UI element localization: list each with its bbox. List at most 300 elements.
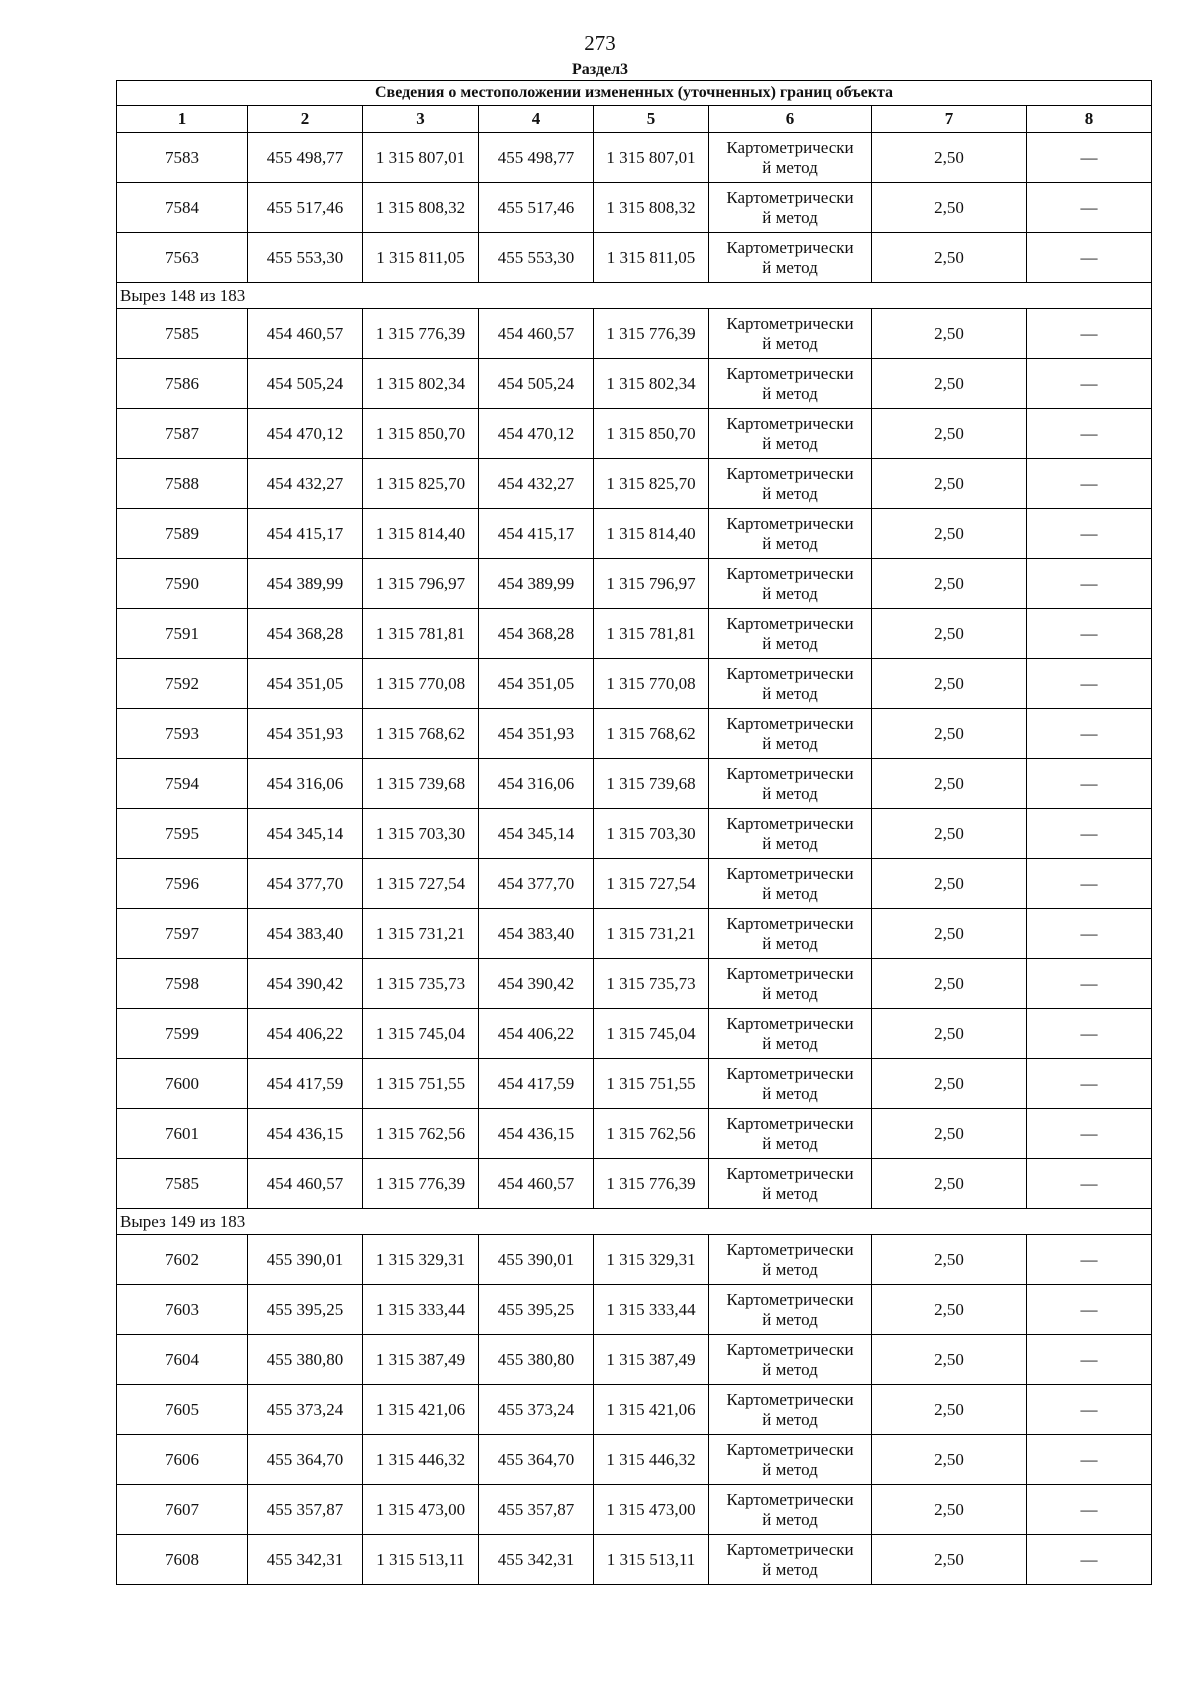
method-line-2: й метод bbox=[762, 783, 818, 803]
method-line-1: Картометрически bbox=[726, 313, 854, 333]
method-line-2: й метод bbox=[762, 1509, 818, 1529]
old-y-cell: 1 315 387,49 bbox=[363, 1335, 479, 1385]
method-line-1: Картометрически bbox=[726, 237, 854, 257]
method-cell bbox=[709, 1235, 872, 1285]
new-x-cell: 454 406,22 bbox=[479, 1009, 594, 1059]
old-y-cell: 1 315 796,97 bbox=[363, 559, 479, 609]
old-x-cell: 455 395,25 bbox=[248, 1285, 363, 1335]
new-x-cell: 454 417,59 bbox=[479, 1059, 594, 1109]
old-x-cell: 454 345,14 bbox=[248, 809, 363, 859]
method-line-1: Картометрически bbox=[726, 1539, 854, 1559]
method-cell bbox=[709, 859, 872, 909]
point-number-cell: 7585 bbox=[117, 309, 248, 359]
new-x-cell: 454 432,27 bbox=[479, 459, 594, 509]
description-cell: — bbox=[1027, 709, 1152, 759]
table-body bbox=[117, 133, 1152, 1585]
description-cell: — bbox=[1027, 509, 1152, 559]
accuracy-cell: 2,50 bbox=[872, 183, 1027, 233]
description-cell: — bbox=[1027, 1009, 1152, 1059]
description-cell: — bbox=[1027, 959, 1152, 1009]
point-number-cell: 7608 bbox=[117, 1535, 248, 1585]
accuracy-cell: 2,50 bbox=[872, 133, 1027, 183]
old-y-cell: 1 315 768,62 bbox=[363, 709, 479, 759]
accuracy-cell: 2,50 bbox=[872, 359, 1027, 409]
column-header: 4 bbox=[479, 106, 594, 133]
accuracy-cell: 2,50 bbox=[872, 759, 1027, 809]
method-line-2: й метод bbox=[762, 633, 818, 653]
old-y-cell: 1 315 751,55 bbox=[363, 1059, 479, 1109]
method-cell bbox=[709, 309, 872, 359]
method-line-2: й метод bbox=[762, 833, 818, 853]
description-cell: — bbox=[1027, 1485, 1152, 1535]
point-number-cell: 7594 bbox=[117, 759, 248, 809]
column-header: 2 bbox=[248, 106, 363, 133]
method-line-2: й метод bbox=[762, 383, 818, 403]
table-row bbox=[117, 1059, 1152, 1109]
new-y-cell: 1 315 751,55 bbox=[594, 1059, 709, 1109]
method-cell bbox=[709, 1335, 872, 1385]
method-line-1: Картометрически bbox=[726, 1063, 854, 1083]
new-x-cell: 455 498,77 bbox=[479, 133, 594, 183]
table-row bbox=[117, 1109, 1152, 1159]
point-number-cell: 7604 bbox=[117, 1335, 248, 1385]
new-x-cell: 455 517,46 bbox=[479, 183, 594, 233]
new-y-cell: 1 315 762,56 bbox=[594, 1109, 709, 1159]
method-cell bbox=[709, 1285, 872, 1335]
old-x-cell: 454 432,27 bbox=[248, 459, 363, 509]
method-cell bbox=[709, 809, 872, 859]
new-x-cell: 454 383,40 bbox=[479, 909, 594, 959]
point-number-cell: 7605 bbox=[117, 1385, 248, 1435]
new-y-cell: 1 315 421,06 bbox=[594, 1385, 709, 1435]
new-x-cell: 454 460,57 bbox=[479, 309, 594, 359]
method-cell bbox=[709, 1535, 872, 1585]
method-line-1: Картометрически bbox=[726, 1013, 854, 1033]
table-row bbox=[117, 359, 1152, 409]
new-y-cell: 1 315 333,44 bbox=[594, 1285, 709, 1335]
old-y-cell: 1 315 807,01 bbox=[363, 133, 479, 183]
new-y-cell: 1 315 513,11 bbox=[594, 1535, 709, 1585]
method-line-2: й метод bbox=[762, 1133, 818, 1153]
description-cell: — bbox=[1027, 1335, 1152, 1385]
description-cell: — bbox=[1027, 1435, 1152, 1485]
method-cell bbox=[709, 183, 872, 233]
table-row bbox=[117, 509, 1152, 559]
method-line-1: Картометрически bbox=[726, 1489, 854, 1509]
table-row bbox=[117, 459, 1152, 509]
accuracy-cell: 2,50 bbox=[872, 1009, 1027, 1059]
method-line-1: Картометрически bbox=[726, 1289, 854, 1309]
accuracy-cell: 2,50 bbox=[872, 1159, 1027, 1209]
table-row bbox=[117, 759, 1152, 809]
new-y-cell: 1 315 808,32 bbox=[594, 183, 709, 233]
point-number-cell: 7563 bbox=[117, 233, 248, 283]
method-line-1: Картометрически bbox=[726, 187, 854, 207]
old-y-cell: 1 315 333,44 bbox=[363, 1285, 479, 1335]
accuracy-cell: 2,50 bbox=[872, 1059, 1027, 1109]
point-number-cell: 7599 bbox=[117, 1009, 248, 1059]
method-line-2: й метод bbox=[762, 1259, 818, 1279]
point-number-cell: 7585 bbox=[117, 1159, 248, 1209]
old-y-cell: 1 315 776,39 bbox=[363, 1159, 479, 1209]
description-cell: — bbox=[1027, 1235, 1152, 1285]
new-x-cell: 454 390,42 bbox=[479, 959, 594, 1009]
old-y-cell: 1 315 770,08 bbox=[363, 659, 479, 709]
method-cell bbox=[709, 233, 872, 283]
point-number-cell: 7583 bbox=[117, 133, 248, 183]
method-cell bbox=[709, 609, 872, 659]
old-y-cell: 1 315 762,56 bbox=[363, 1109, 479, 1159]
table-row bbox=[117, 1485, 1152, 1535]
new-y-cell: 1 315 802,34 bbox=[594, 359, 709, 409]
old-y-cell: 1 315 731,21 bbox=[363, 909, 479, 959]
accuracy-cell: 2,50 bbox=[872, 1485, 1027, 1535]
new-y-cell: 1 315 473,00 bbox=[594, 1485, 709, 1535]
column-header: 6 bbox=[709, 106, 872, 133]
old-y-cell: 1 315 850,70 bbox=[363, 409, 479, 459]
point-number-cell: 7597 bbox=[117, 909, 248, 959]
old-x-cell: 454 470,12 bbox=[248, 409, 363, 459]
new-x-cell: 455 395,25 bbox=[479, 1285, 594, 1335]
method-cell bbox=[709, 709, 872, 759]
method-cell bbox=[709, 659, 872, 709]
new-x-cell: 454 415,17 bbox=[479, 509, 594, 559]
accuracy-cell: 2,50 bbox=[872, 1535, 1027, 1585]
table-row bbox=[117, 183, 1152, 233]
accuracy-cell: 2,50 bbox=[872, 609, 1027, 659]
point-number-cell: 7592 bbox=[117, 659, 248, 709]
new-y-cell: 1 315 807,01 bbox=[594, 133, 709, 183]
description-cell: — bbox=[1027, 1385, 1152, 1435]
old-y-cell: 1 315 513,11 bbox=[363, 1535, 479, 1585]
coordinates-table bbox=[116, 80, 1152, 1585]
method-line-1: Картометрически bbox=[726, 1163, 854, 1183]
table-row bbox=[117, 1285, 1152, 1335]
old-y-cell: 1 315 802,34 bbox=[363, 359, 479, 409]
point-number-cell: 7598 bbox=[117, 959, 248, 1009]
accuracy-cell: 2,50 bbox=[872, 1335, 1027, 1385]
column-header: 3 bbox=[363, 106, 479, 133]
group-header-row bbox=[117, 283, 1152, 309]
new-y-cell: 1 315 446,32 bbox=[594, 1435, 709, 1485]
new-y-cell: 1 315 768,62 bbox=[594, 709, 709, 759]
accuracy-cell: 2,50 bbox=[872, 1435, 1027, 1485]
point-number-cell: 7600 bbox=[117, 1059, 248, 1109]
table-row bbox=[117, 659, 1152, 709]
method-line-1: Картометрически bbox=[726, 1439, 854, 1459]
old-x-cell: 454 368,28 bbox=[248, 609, 363, 659]
method-line-2: й метод bbox=[762, 1183, 818, 1203]
description-cell: — bbox=[1027, 183, 1152, 233]
point-number-cell: 7601 bbox=[117, 1109, 248, 1159]
new-x-cell: 455 357,87 bbox=[479, 1485, 594, 1535]
accuracy-cell: 2,50 bbox=[872, 859, 1027, 909]
description-cell: — bbox=[1027, 359, 1152, 409]
table-row bbox=[117, 709, 1152, 759]
old-y-cell: 1 315 811,05 bbox=[363, 233, 479, 283]
table-row bbox=[117, 1535, 1152, 1585]
description-cell: — bbox=[1027, 309, 1152, 359]
accuracy-cell: 2,50 bbox=[872, 559, 1027, 609]
method-line-2: й метод bbox=[762, 583, 818, 603]
new-x-cell: 454 470,12 bbox=[479, 409, 594, 459]
method-cell bbox=[709, 409, 872, 459]
old-x-cell: 455 373,24 bbox=[248, 1385, 363, 1435]
old-y-cell: 1 315 808,32 bbox=[363, 183, 479, 233]
method-line-2: й метод bbox=[762, 207, 818, 227]
new-x-cell: 454 505,24 bbox=[479, 359, 594, 409]
new-y-cell: 1 315 735,73 bbox=[594, 959, 709, 1009]
description-cell: — bbox=[1027, 1159, 1152, 1209]
accuracy-cell: 2,50 bbox=[872, 409, 1027, 459]
page-number: 273 bbox=[584, 31, 616, 55]
method-cell bbox=[709, 1159, 872, 1209]
old-x-cell: 455 364,70 bbox=[248, 1435, 363, 1485]
table-row bbox=[117, 233, 1152, 283]
table-row bbox=[117, 1335, 1152, 1385]
method-line-2: й метод bbox=[762, 1459, 818, 1479]
old-y-cell: 1 315 814,40 bbox=[363, 509, 479, 559]
point-number-cell: 7588 bbox=[117, 459, 248, 509]
method-cell bbox=[709, 1385, 872, 1435]
old-y-cell: 1 315 703,30 bbox=[363, 809, 479, 859]
column-header: 1 bbox=[117, 106, 248, 133]
method-line-2: й метод bbox=[762, 933, 818, 953]
accuracy-cell: 2,50 bbox=[872, 1235, 1027, 1285]
accuracy-cell: 2,50 bbox=[872, 709, 1027, 759]
new-y-cell: 1 315 731,21 bbox=[594, 909, 709, 959]
new-x-cell: 454 345,14 bbox=[479, 809, 594, 859]
point-number-cell: 7603 bbox=[117, 1285, 248, 1335]
new-y-cell: 1 315 825,70 bbox=[594, 459, 709, 509]
section-title: Раздел3 bbox=[571, 61, 629, 78]
method-line-1: Картометрически bbox=[726, 363, 854, 383]
new-x-cell: 454 460,57 bbox=[479, 1159, 594, 1209]
new-x-cell: 455 553,30 bbox=[479, 233, 594, 283]
method-cell bbox=[709, 1435, 872, 1485]
description-cell: — bbox=[1027, 409, 1152, 459]
old-x-cell: 454 436,15 bbox=[248, 1109, 363, 1159]
table-row bbox=[117, 1009, 1152, 1059]
table-row bbox=[117, 133, 1152, 183]
new-y-cell: 1 315 776,39 bbox=[594, 1159, 709, 1209]
column-header: 5 bbox=[594, 106, 709, 133]
old-x-cell: 454 351,93 bbox=[248, 709, 363, 759]
old-x-cell: 455 553,30 bbox=[248, 233, 363, 283]
new-y-cell: 1 315 727,54 bbox=[594, 859, 709, 909]
point-number-cell: 7589 bbox=[117, 509, 248, 559]
description-cell: — bbox=[1027, 809, 1152, 859]
point-number-cell: 7596 bbox=[117, 859, 248, 909]
method-cell bbox=[709, 1009, 872, 1059]
method-line-1: Картометрически bbox=[726, 463, 854, 483]
new-x-cell: 454 316,06 bbox=[479, 759, 594, 809]
method-line-1: Картометрически bbox=[726, 863, 854, 883]
method-line-2: й метод bbox=[762, 533, 818, 553]
accuracy-cell: 2,50 bbox=[872, 309, 1027, 359]
old-x-cell: 454 377,70 bbox=[248, 859, 363, 909]
old-x-cell: 454 460,57 bbox=[248, 309, 363, 359]
group-label: Вырез 149 из 183 bbox=[117, 1209, 1152, 1235]
method-line-2: й метод bbox=[762, 257, 818, 277]
old-x-cell: 455 380,80 bbox=[248, 1335, 363, 1385]
description-cell: — bbox=[1027, 1109, 1152, 1159]
description-cell: — bbox=[1027, 859, 1152, 909]
new-y-cell: 1 315 796,97 bbox=[594, 559, 709, 609]
accuracy-cell: 2,50 bbox=[872, 809, 1027, 859]
accuracy-cell: 2,50 bbox=[872, 233, 1027, 283]
table-row bbox=[117, 909, 1152, 959]
old-x-cell: 455 517,46 bbox=[248, 183, 363, 233]
old-y-cell: 1 315 825,70 bbox=[363, 459, 479, 509]
method-line-2: й метод bbox=[762, 883, 818, 903]
point-number-cell: 7607 bbox=[117, 1485, 248, 1535]
old-x-cell: 454 389,99 bbox=[248, 559, 363, 609]
description-cell: — bbox=[1027, 909, 1152, 959]
method-line-1: Картометрически bbox=[726, 513, 854, 533]
new-x-cell: 454 368,28 bbox=[479, 609, 594, 659]
point-number-cell: 7606 bbox=[117, 1435, 248, 1485]
description-cell: — bbox=[1027, 1285, 1152, 1335]
old-y-cell: 1 315 421,06 bbox=[363, 1385, 479, 1435]
new-x-cell: 455 373,24 bbox=[479, 1385, 594, 1435]
point-number-cell: 7584 bbox=[117, 183, 248, 233]
description-cell: — bbox=[1027, 559, 1152, 609]
method-line-2: й метод bbox=[762, 1033, 818, 1053]
table-row bbox=[117, 409, 1152, 459]
new-y-cell: 1 315 387,49 bbox=[594, 1335, 709, 1385]
method-line-1: Картометрически bbox=[726, 137, 854, 157]
table-caption-row bbox=[117, 81, 1152, 106]
method-line-1: Картометрически bbox=[726, 763, 854, 783]
point-number-cell: 7593 bbox=[117, 709, 248, 759]
accuracy-cell: 2,50 bbox=[872, 1109, 1027, 1159]
method-line-2: й метод bbox=[762, 733, 818, 753]
column-header: 7 bbox=[872, 106, 1027, 133]
point-number-cell: 7586 bbox=[117, 359, 248, 409]
old-x-cell: 454 460,57 bbox=[248, 1159, 363, 1209]
new-x-cell: 455 364,70 bbox=[479, 1435, 594, 1485]
method-line-1: Картометрически bbox=[726, 1389, 854, 1409]
table-row bbox=[117, 559, 1152, 609]
method-cell bbox=[709, 509, 872, 559]
old-x-cell: 455 390,01 bbox=[248, 1235, 363, 1285]
table-row bbox=[117, 1385, 1152, 1435]
method-cell bbox=[709, 359, 872, 409]
old-x-cell: 454 505,24 bbox=[248, 359, 363, 409]
old-y-cell: 1 315 727,54 bbox=[363, 859, 479, 909]
method-line-2: й метод bbox=[762, 1409, 818, 1429]
group-label: Вырез 148 из 183 bbox=[117, 283, 1152, 309]
method-cell bbox=[709, 459, 872, 509]
old-x-cell: 454 390,42 bbox=[248, 959, 363, 1009]
method-cell bbox=[709, 909, 872, 959]
old-y-cell: 1 315 739,68 bbox=[363, 759, 479, 809]
method-line-2: й метод bbox=[762, 1083, 818, 1103]
new-x-cell: 454 351,93 bbox=[479, 709, 594, 759]
method-cell bbox=[709, 133, 872, 183]
method-line-1: Картометрически bbox=[726, 913, 854, 933]
accuracy-cell: 2,50 bbox=[872, 1285, 1027, 1335]
column-header-row bbox=[117, 106, 1152, 133]
accuracy-cell: 2,50 bbox=[872, 1385, 1027, 1435]
new-y-cell: 1 315 776,39 bbox=[594, 309, 709, 359]
method-line-2: й метод bbox=[762, 983, 818, 1003]
new-y-cell: 1 315 814,40 bbox=[594, 509, 709, 559]
new-x-cell: 455 342,31 bbox=[479, 1535, 594, 1585]
method-cell bbox=[709, 1485, 872, 1535]
new-x-cell: 454 389,99 bbox=[479, 559, 594, 609]
description-cell: — bbox=[1027, 759, 1152, 809]
method-line-2: й метод bbox=[762, 1309, 818, 1329]
old-x-cell: 454 316,06 bbox=[248, 759, 363, 809]
method-line-2: й метод bbox=[762, 1359, 818, 1379]
table-row bbox=[117, 859, 1152, 909]
old-y-cell: 1 315 776,39 bbox=[363, 309, 479, 359]
accuracy-cell: 2,50 bbox=[872, 509, 1027, 559]
old-x-cell: 454 351,05 bbox=[248, 659, 363, 709]
point-number-cell: 7587 bbox=[117, 409, 248, 459]
old-x-cell: 454 406,22 bbox=[248, 1009, 363, 1059]
old-y-cell: 1 315 745,04 bbox=[363, 1009, 479, 1059]
new-x-cell: 455 380,80 bbox=[479, 1335, 594, 1385]
method-line-1: Картометрически bbox=[726, 613, 854, 633]
old-x-cell: 455 498,77 bbox=[248, 133, 363, 183]
description-cell: — bbox=[1027, 133, 1152, 183]
method-line-1: Картометрически bbox=[726, 1239, 854, 1259]
description-cell: — bbox=[1027, 1535, 1152, 1585]
description-cell: — bbox=[1027, 1059, 1152, 1109]
method-line-1: Картометрически bbox=[726, 713, 854, 733]
column-header: 8 bbox=[1027, 106, 1152, 133]
method-line-2: й метод bbox=[762, 1559, 818, 1579]
point-number-cell: 7590 bbox=[117, 559, 248, 609]
method-line-1: Картометрически bbox=[726, 1339, 854, 1359]
accuracy-cell: 2,50 bbox=[872, 959, 1027, 1009]
table-row bbox=[117, 1435, 1152, 1485]
method-line-2: й метод bbox=[762, 157, 818, 177]
old-y-cell: 1 315 446,32 bbox=[363, 1435, 479, 1485]
new-x-cell: 455 390,01 bbox=[479, 1235, 594, 1285]
old-x-cell: 455 342,31 bbox=[248, 1535, 363, 1585]
table-row bbox=[117, 1235, 1152, 1285]
point-number-cell: 7591 bbox=[117, 609, 248, 659]
method-cell bbox=[709, 1109, 872, 1159]
accuracy-cell: 2,50 bbox=[872, 659, 1027, 709]
table-row bbox=[117, 1159, 1152, 1209]
group-header-row bbox=[117, 1209, 1152, 1235]
method-cell bbox=[709, 1059, 872, 1109]
description-cell: — bbox=[1027, 233, 1152, 283]
point-number-cell: 7602 bbox=[117, 1235, 248, 1285]
method-line-2: й метод bbox=[762, 683, 818, 703]
description-cell: — bbox=[1027, 659, 1152, 709]
point-number-cell: 7595 bbox=[117, 809, 248, 859]
description-cell: — bbox=[1027, 459, 1152, 509]
method-line-2: й метод bbox=[762, 433, 818, 453]
method-cell bbox=[709, 759, 872, 809]
table-row bbox=[117, 309, 1152, 359]
old-y-cell: 1 315 329,31 bbox=[363, 1235, 479, 1285]
new-y-cell: 1 315 329,31 bbox=[594, 1235, 709, 1285]
method-line-1: Картометрически bbox=[726, 663, 854, 683]
method-line-1: Картометрически bbox=[726, 1113, 854, 1133]
table-row bbox=[117, 609, 1152, 659]
method-line-2: й метод bbox=[762, 483, 818, 503]
old-x-cell: 454 383,40 bbox=[248, 909, 363, 959]
method-line-1: Картометрически bbox=[726, 813, 854, 833]
method-line-1: Картометрически bbox=[726, 563, 854, 583]
